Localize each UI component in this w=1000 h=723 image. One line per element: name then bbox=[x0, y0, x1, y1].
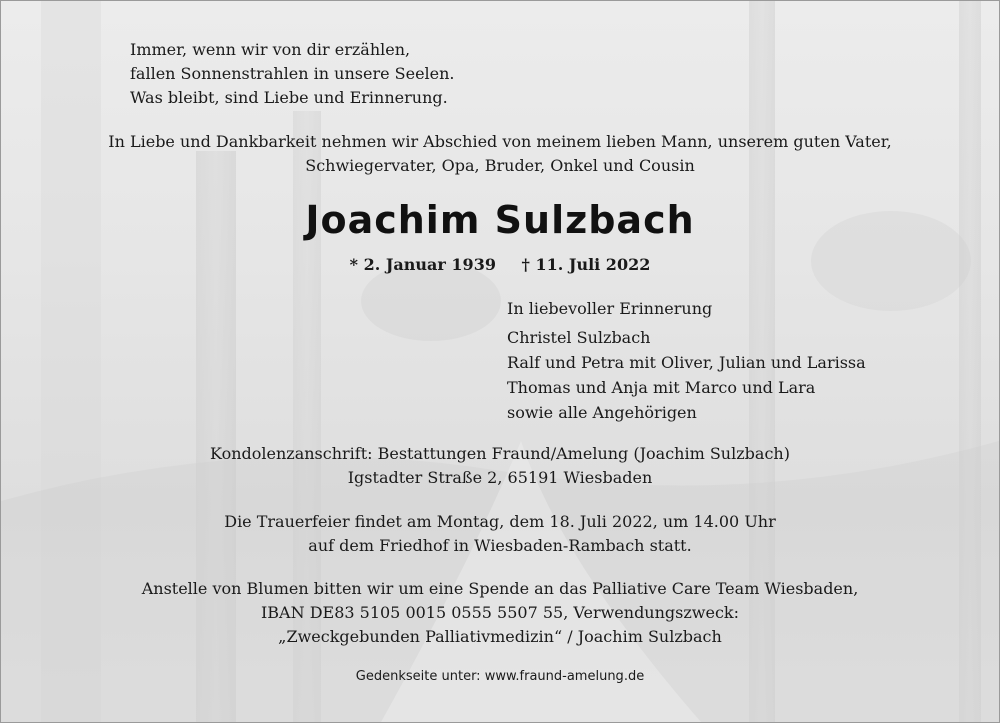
verse-line-1: Immer, wenn wir von dir erzählen, bbox=[130, 40, 411, 59]
deceased-name: Joachim Sulzbach bbox=[305, 198, 695, 242]
condolence-address-line-2: Igstadter Straße 2, 65191 Wiesbaden bbox=[347, 468, 653, 487]
verse-line-3: Was bleibt, sind Liebe und Erinnerung. bbox=[130, 88, 448, 107]
donation-line-2: IBAN DE83 5105 0015 0555 5507 55, Verwendungszweck: bbox=[260, 603, 740, 622]
birth-date: * 2. Januar 1939 bbox=[349, 255, 496, 274]
condolence-address-line-1: Kondolenzanschrift: Bestattungen Fraund/Amelung (Joachim Sulzbach) bbox=[210, 444, 790, 463]
donation-line-1: Anstelle von Blumen bitten wir um eine Spende an das Palliative Care Team Wiesbaden, bbox=[141, 579, 859, 598]
mourner-name: sowie alle Angehörigen bbox=[507, 403, 697, 422]
death-date: † 11. Juli 2022 bbox=[521, 255, 651, 274]
donation-line-3: „Zweckgebunden Palliativmedizin“ / Joachim Sulzbach bbox=[278, 627, 722, 646]
mourner-name: Ralf und Petra mit Oliver, Julian und Larissa bbox=[507, 353, 866, 372]
mourners-heading: In liebevoller Erinnerung bbox=[507, 299, 713, 318]
funeral-info-line-1: Die Trauerfeier findet am Montag, dem 18. Juli 2022, um 14.00 Uhr bbox=[224, 512, 776, 531]
obituary-content bbox=[1, 1, 999, 722]
intro-line-1: In Liebe und Dankbarkeit nehmen wir Abschied von meinem lieben Mann, unserem guten Vater, bbox=[108, 132, 892, 151]
mourner-name: Christel Sulzbach bbox=[507, 328, 651, 347]
funeral-info-line-2: auf dem Friedhof in Wiesbaden-Rambach statt. bbox=[308, 536, 692, 555]
mourner-name: Thomas und Anja mit Marco und Lara bbox=[507, 378, 816, 397]
memorial-page-link[interactable]: Gedenkseite unter: www.fraund-amelung.de bbox=[355, 669, 645, 684]
life-dates bbox=[1, 255, 999, 274]
intro-line-2: Schwiegervater, Opa, Bruder, Onkel und Cousin bbox=[305, 156, 695, 175]
verse-line-2: fallen Sonnenstrahlen in unsere Seelen. bbox=[130, 64, 455, 83]
